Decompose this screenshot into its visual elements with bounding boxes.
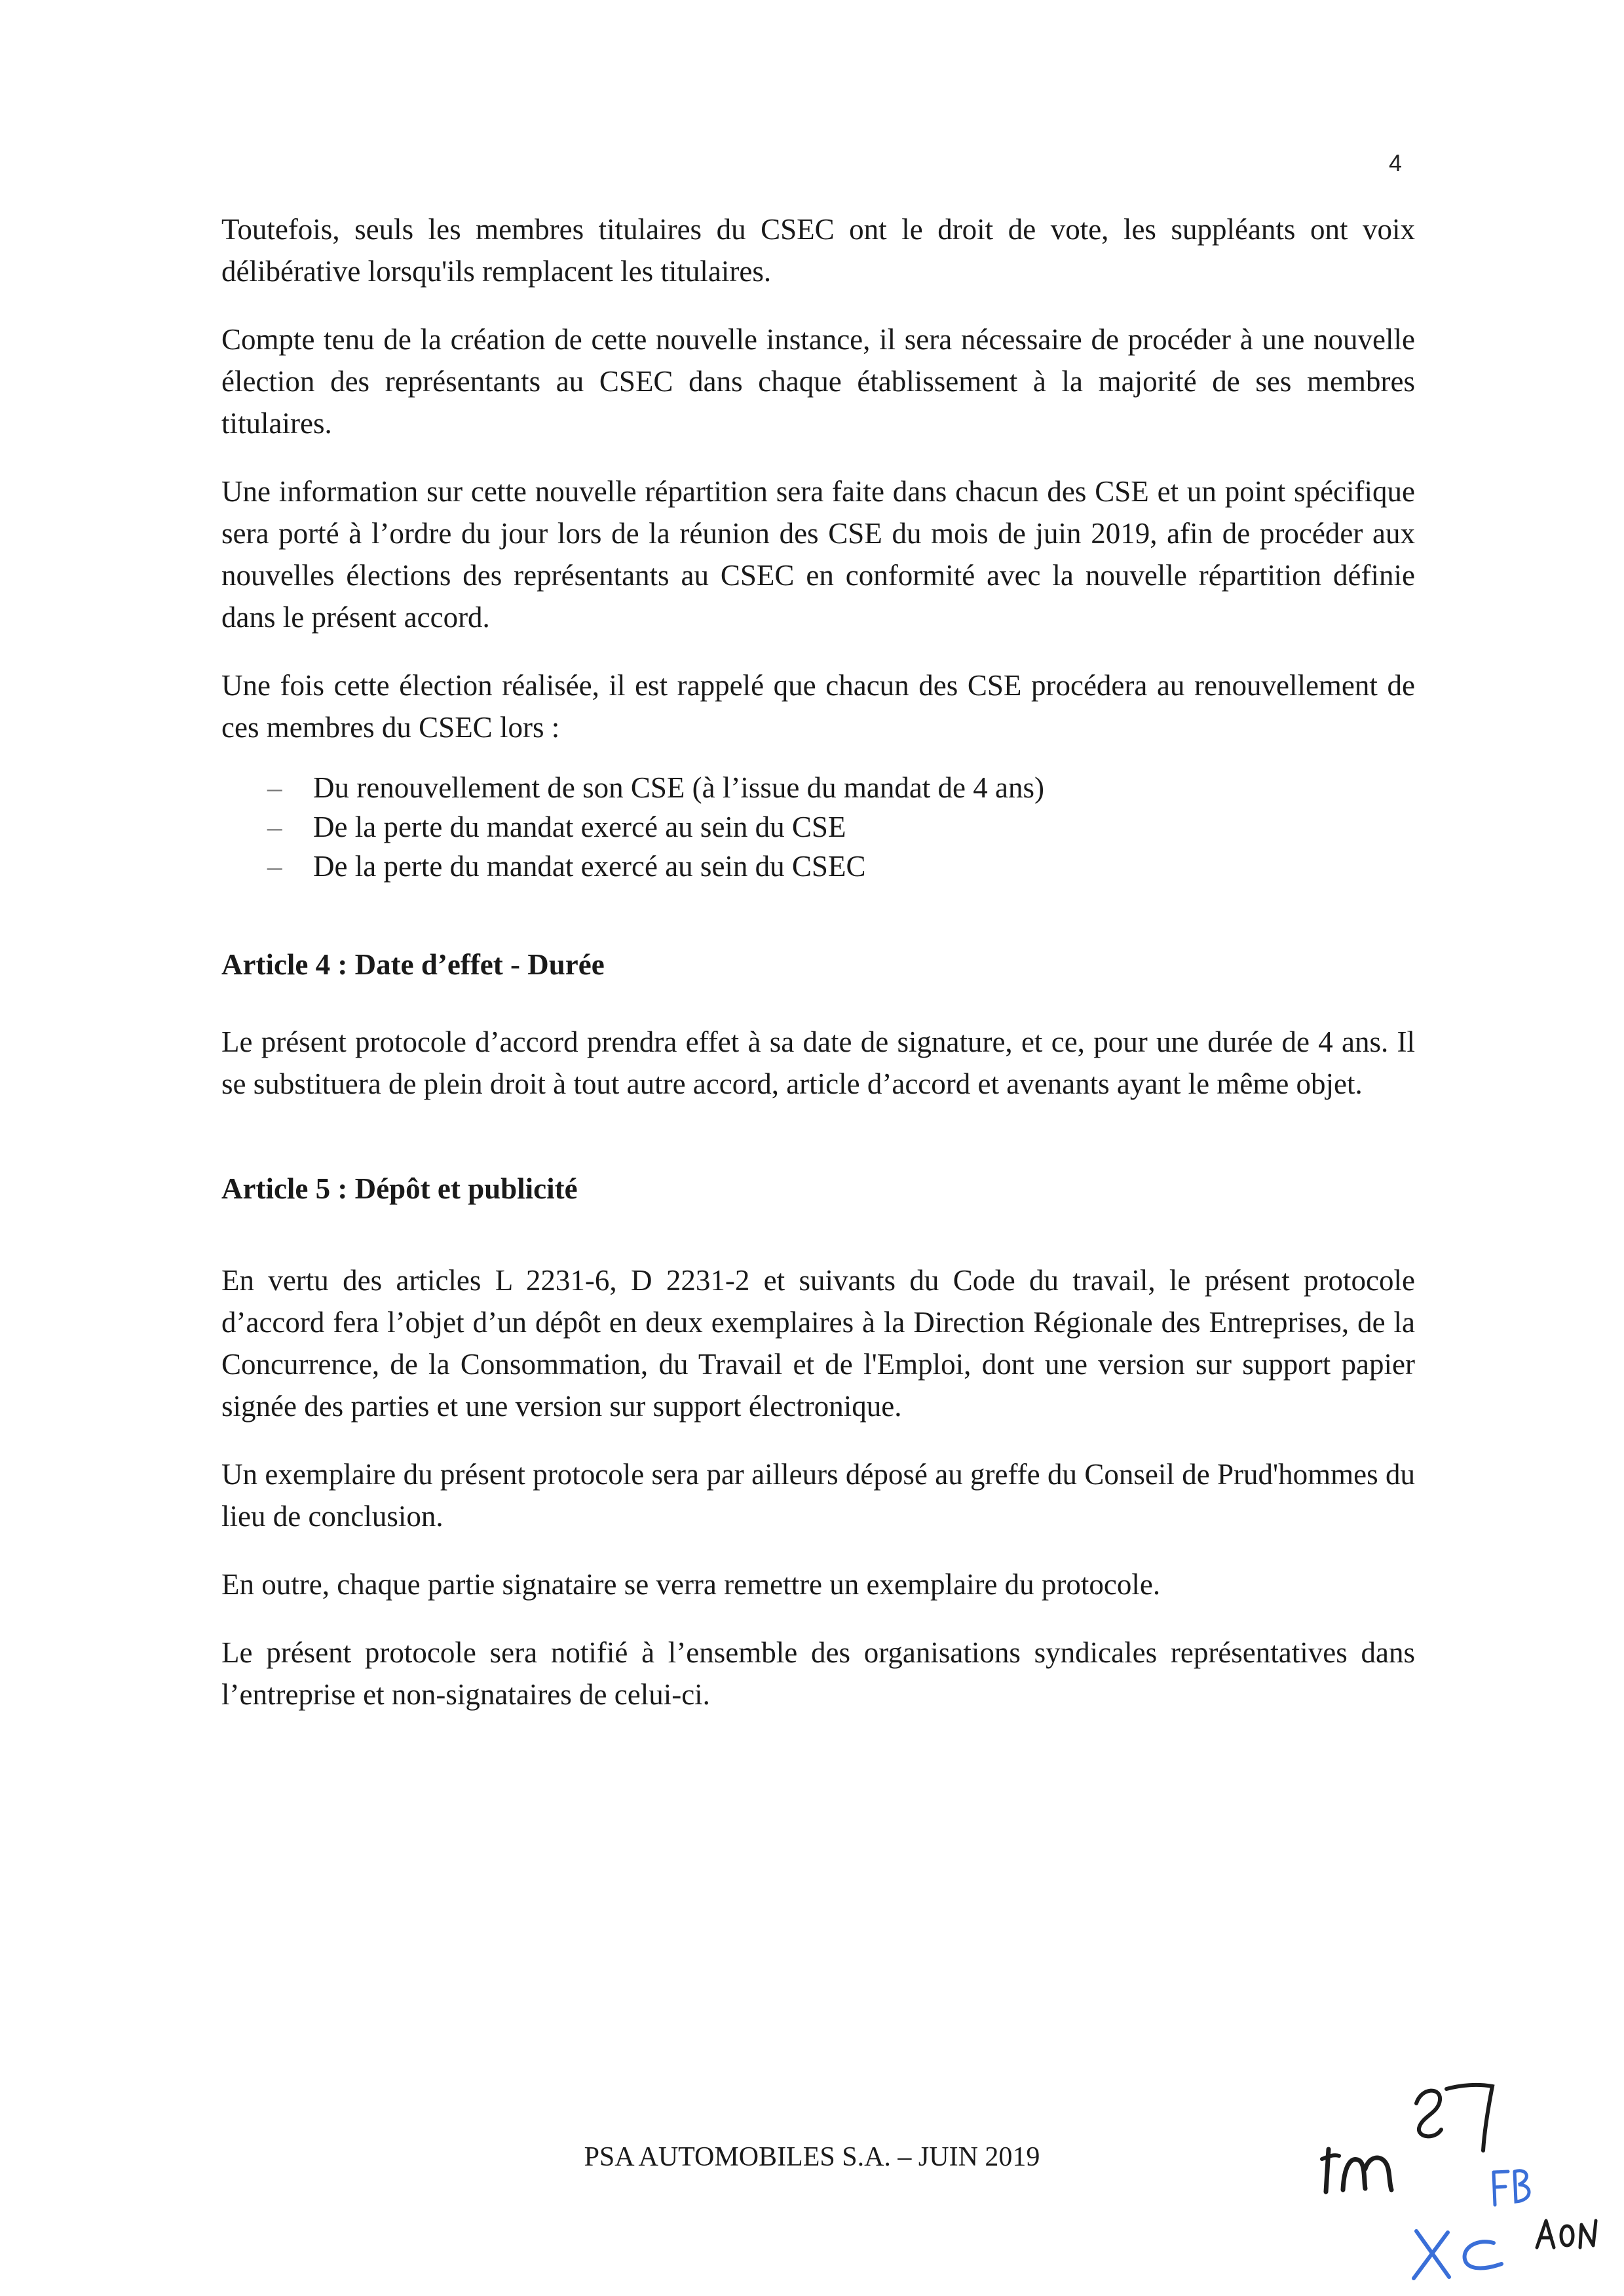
paragraph-voting-rights: Toutefois, seuls les membres titulaires du CSEC ont le droit de vote, les suppléants ont voix délibérative lorsqu'ils remplacent les titulaires. — [221, 213, 1415, 288]
list-item — [221, 847, 1415, 886]
initials-aon-drawing — [1533, 2211, 1605, 2257]
paragraph-renewal: Une fois cette élection réalisée, il est rappelé que chacun des CSE procédera au renouvellement de ces membres du CSEC lors : — [221, 669, 1415, 744]
page-number: 4 — [1389, 149, 1403, 176]
paragraph-information: Une information sur cette nouvelle répartition sera faite dans chacun des CSE et un point spécifique sera porté à l’ordre du jour lors de la réunion des CSE du mois de juin 2019, afin de procéder aux nouvelles élections des représentants au CSEC en conformité avec la nouvelle répartition définie dans le présent accord. — [221, 475, 1415, 634]
article-4-text: Le présent protocole d’accord prendra effet à sa date de signature, et ce, pour une durée de 4 ans. Il se substituera de plein droit à tout autre accord, article d’accord et avenants ayant le même objet. — [221, 1025, 1415, 1100]
initials-fb-drawing — [1487, 2162, 1539, 2215]
renewal-conditions-list — [221, 768, 1415, 886]
paragraph-new-election: Compte tenu de la création de cette nouvelle instance, il sera nécessaire de procéder à une nouvelle élection des représentants au CSEC dans chaque établissement à la majorité de ses membres titulaires. — [221, 323, 1415, 440]
list-item — [221, 807, 1415, 847]
list-item-text: Du renouvellement de son CSE (à l’issue du mandat de 4 ans) — [313, 771, 1044, 804]
list-item — [221, 768, 1415, 807]
article-5-paragraph-greffe: Un exemplaire du présent protocole sera par ailleurs déposé au greffe du Conseil de Prud'hommes du lieu de conclusion. — [221, 1458, 1415, 1533]
document-body — [221, 208, 1415, 1715]
article-5-paragraph-deposit: En vertu des articles L 2231-6, D 2231-2 et suivants du Code du travail, le présent protocole d’accord fera l’objet d’un dépôt en deux exemplaires à la Direction Régionale des Entreprises, de la Concurrence, de la Consommation, du Travail et de l'Emploi, dont une version sur support papier signée des parties et une version sur support électronique. — [221, 1264, 1415, 1423]
article-5-paragraph-notification: Le présent protocole sera notifié à l’ensemble des organisations syndicales représentatives dans l’entreprise et non-signataires de celui-ci. — [221, 1636, 1415, 1711]
list-item-text: De la perte du mandat exercé au sein du CSE — [313, 811, 846, 843]
article-5-heading: Article 5 : Dépôt et publicité — [221, 1172, 578, 1205]
initials-87-drawing — [1402, 2077, 1507, 2156]
initials-xc-drawing — [1408, 2218, 1507, 2284]
bullet-dash: – — [267, 771, 282, 804]
article-4-heading: Article 4 : Date d’effet - Durée — [221, 948, 605, 981]
bullet-dash: – — [267, 850, 282, 883]
list-item-text: De la perte du mandat exercé au sein du CSEC — [313, 850, 866, 883]
initials-m-drawing — [1317, 2130, 1415, 2202]
page-footer: PSA AUTOMOBILES S.A. – JUIN 2019 — [584, 2142, 1040, 2172]
article-5-paragraph-copy: En outre, chaque partie signataire se verra remettre un exemplaire du protocole. — [221, 1568, 1161, 1601]
bullet-dash: – — [267, 811, 282, 843]
